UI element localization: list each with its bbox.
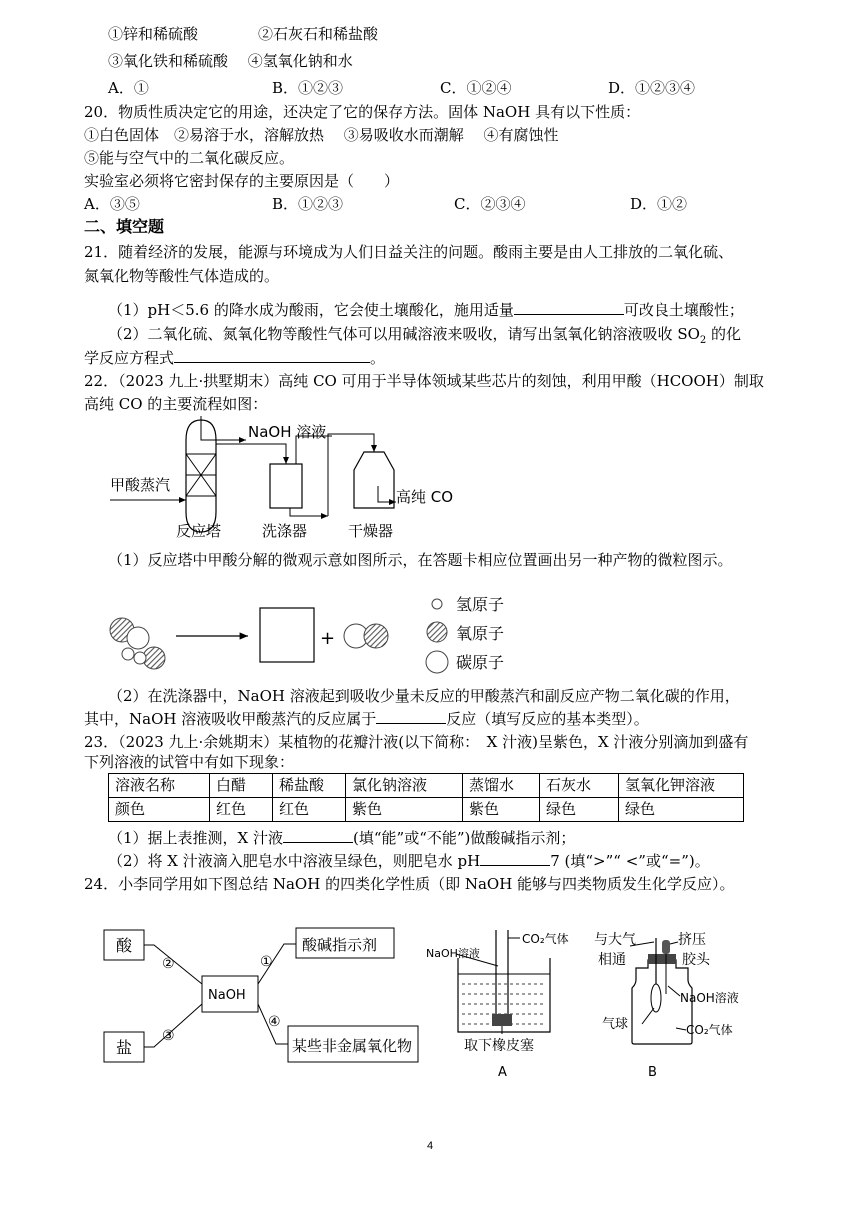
q22-part2-line1: （2）在洗涤器中，NaOH 溶液起到吸收少量未反应的甲酸蒸汽和副反应产物二氧化碳的作用，	[108, 687, 740, 705]
fig-b-balloon-label: 气球	[602, 1017, 629, 1032]
q20-props2: ⑤能与空气中的二氧化碳反应。	[84, 149, 295, 167]
q21-part1-text-a: （1）pH＜5.6 的降水成为酸雨，它会使土壤酸化，施用适量	[108, 301, 514, 319]
table-cell: 石灰水	[540, 774, 619, 798]
q21-part2-text-c: 学反应方程式	[84, 349, 175, 367]
table-cell: 紫色	[346, 798, 463, 822]
plus-sign: +	[320, 628, 336, 649]
q23-part1-text-a: （1）据上表推测，X 汁液	[108, 829, 283, 847]
observation-table	[108, 773, 744, 822]
fig-a-co2-label: CO₂气体	[522, 932, 569, 946]
figure-a	[424, 924, 574, 1080]
table-cell: 红色	[273, 798, 346, 822]
dryer-outlet-pipe	[378, 486, 396, 502]
molecule-diagram	[100, 588, 530, 680]
flow-vapor-label: 甲酸蒸汽	[110, 476, 171, 494]
q23-blank-2[interactable]	[480, 851, 550, 866]
dryer	[354, 452, 394, 508]
q21-part2-sub: 2	[699, 335, 707, 346]
test-tube	[496, 930, 508, 1014]
legend-carbon: 碳原子	[456, 653, 505, 672]
q20-option-d: D．①②	[630, 195, 688, 213]
q21-part2-text-b: 的化	[706, 325, 742, 343]
carbon-atom-icon	[426, 651, 448, 673]
figure-b	[590, 924, 760, 1080]
q20-option-b: B．①②③	[272, 195, 344, 213]
balloon	[651, 984, 661, 1012]
q23-part1	[108, 828, 575, 848]
table-cell: 白醋	[210, 774, 273, 798]
fig-b-air-label-2: 相通	[598, 952, 626, 968]
q19-option-b: B．①②③	[272, 79, 344, 97]
q24-stem: 24．小李同学用如下图总结 NaOH 的四类化学性质（即 NaOH 能够与四类物质发生化学反应）。	[84, 875, 735, 893]
q23-part1-text-b: (填“能”或“不能”)做酸碱指示剂；	[353, 829, 576, 847]
page-number: 4	[426, 1140, 434, 1152]
flow-washer-label: 洗涤器	[262, 522, 308, 540]
nonmetal-label: 某些非金属氧化物	[292, 1037, 413, 1055]
q23-stem1: 23．（2023 九上·余姚期末）某植物的花瓣汁液(以下简称： X 汁液)呈紫色，X 汁液分别滴加到盛有	[84, 733, 749, 751]
link-2: ②	[162, 956, 175, 972]
q23-stem2: 下列溶液的试管中有如下现象：	[84, 753, 295, 771]
q19-line1: ①锌和稀硫酸 ②石灰石和稀盐酸	[108, 25, 379, 43]
link-3: ③	[162, 1028, 175, 1044]
dropper-bulb	[662, 940, 670, 954]
q21-part2-text-d: 。	[370, 349, 386, 367]
salt-label: 盐	[116, 1038, 133, 1057]
fig-b-squeeze-label-2: 胶头	[682, 952, 710, 968]
q21-part2-cont	[84, 348, 385, 368]
q22-stem1: 22．（2023 九上·拱墅期末）高纯 CO 可用于半导体领域某些芯片的刻蚀，利用甲酸（HCOOH）制取	[84, 372, 764, 390]
acid-label: 酸	[116, 936, 133, 955]
q20-question: 实验室必须将它密封保存的主要原因是（ ）	[84, 172, 400, 190]
q20-props1: ①白色固体 ②易溶于水，溶解放热 ③易吸收水而潮解 ④有腐蚀性	[84, 126, 559, 144]
link-1: ①	[260, 954, 273, 970]
table-cell: 氢氧化钾溶液	[619, 774, 744, 798]
rubber-stopper	[492, 1014, 512, 1026]
q22-stem2: 高纯 CO 的主要流程如图：	[84, 395, 268, 413]
section-title: 二、填空题	[84, 217, 165, 236]
fig-a-naoh-label: NaOH溶液	[426, 947, 480, 960]
q20-option-a: A．③⑤	[84, 195, 140, 213]
q22-blank[interactable]	[376, 709, 446, 724]
table-header-row	[109, 774, 744, 798]
indicator-label: 酸碱指示剂	[302, 936, 378, 954]
fig-a-stopper-label: 取下橡皮塞	[464, 1038, 534, 1054]
flow-dryer-label: 干燥器	[348, 522, 394, 540]
table-row	[109, 798, 744, 822]
q22-part2-text-a: 其中，NaOH 溶液吸收甲酸蒸汽的反应属于	[84, 710, 377, 728]
q19-option-d: D．①②③④	[608, 79, 696, 97]
flow-diagram	[100, 414, 480, 542]
table-cell: 绿色	[619, 798, 744, 822]
q19-option-a: A．①	[108, 79, 149, 97]
q21-blank-2[interactable]	[174, 348, 370, 363]
table-cell: 蒸馏水	[463, 774, 540, 798]
q23-blank-1[interactable]	[283, 828, 353, 843]
answer-box[interactable]	[260, 608, 314, 662]
q21-part1-text-b: 可改良土壤酸性；	[623, 301, 744, 319]
legend-hydrogen: 氢原子	[456, 595, 505, 614]
q22-part1: （1）反应塔中甲酸分解的微观示意如图所示，在答题卡相应位置画出另一种产物的微粒图示。	[108, 551, 733, 569]
q20-option-c: C．②③④	[454, 195, 526, 213]
q19-option-c: C．①②④	[440, 79, 512, 97]
flask-stopper	[648, 954, 676, 964]
fig-b-label: B	[648, 1065, 657, 1080]
naoh-label: NaOH	[208, 988, 246, 1003]
flow-product-label: 高纯 CO	[396, 488, 454, 506]
fig-b-naoh-label: NaOH溶液	[680, 991, 739, 1005]
q22-part2-line2	[84, 709, 649, 729]
q23-part2	[108, 851, 710, 871]
q23-part2-text-a: （2）将 X 汁液滴入肥皂水中溶液呈绿色，则肥皂水 pH	[108, 852, 481, 870]
table-cell: 氯化钠溶液	[346, 774, 463, 798]
flow-naoh-label: NaOH 溶液	[248, 423, 327, 441]
formic-acid-molecule	[110, 618, 165, 669]
table-cell: 红色	[210, 798, 273, 822]
q21-blank-1[interactable]	[514, 300, 624, 315]
q20-stem: 20．物质性质决定它的用途，还决定了它的保存方法。固体 NaOH 具有以下性质：	[84, 103, 641, 121]
q21-part2-text-a: （2）二氧化硫、氮氧化物等酸性气体可以用碱溶液来吸收，请写出氢氧化钠溶液吸收 SO	[108, 325, 700, 343]
table-cell: 颜色	[109, 798, 210, 822]
oxygen-atom-icon	[427, 622, 447, 642]
washer-outlet-pipe	[290, 508, 328, 516]
fig-b-squeeze-label: 挤压	[678, 932, 706, 948]
link-4: ④	[268, 1014, 281, 1030]
tower-to-washer-pipe	[216, 444, 286, 464]
table-cell: 稀盐酸	[273, 774, 346, 798]
fig-b-co2-label: CO₂气体	[686, 1023, 733, 1037]
q19-line2: ③氧化铁和稀硫酸 ④氢氧化钠和水	[108, 52, 353, 70]
table-cell: 溶液名称	[109, 774, 210, 798]
q21-part1	[108, 300, 744, 320]
q21-part2	[108, 324, 741, 351]
q23-part2-text-b: 7 (填“>”“ <”或“=”)。	[550, 852, 710, 870]
fig-a-label: A	[498, 1065, 507, 1080]
fig-b-air-label: 与大气	[594, 932, 636, 948]
q22-part2-text-b: 反应（填写反应的基本类型）。	[446, 710, 649, 728]
washer	[270, 464, 302, 508]
hydrogen-atom-icon	[432, 599, 442, 609]
flow-tower-label: 反应塔	[176, 522, 222, 540]
q21-stem1: 21．随着经济的发展，能源与环境成为人们日益关注的问题。酸雨主要是由人工排放的二氧化硫、	[84, 243, 734, 261]
naoh-property-diagram	[100, 920, 424, 1070]
co-molecule	[344, 624, 388, 648]
legend-oxygen: 氧原子	[456, 624, 505, 643]
table-cell: 紫色	[463, 798, 540, 822]
q21-stem2: 氮氧化物等酸性气体造成的。	[84, 267, 280, 285]
table-cell: 绿色	[540, 798, 619, 822]
